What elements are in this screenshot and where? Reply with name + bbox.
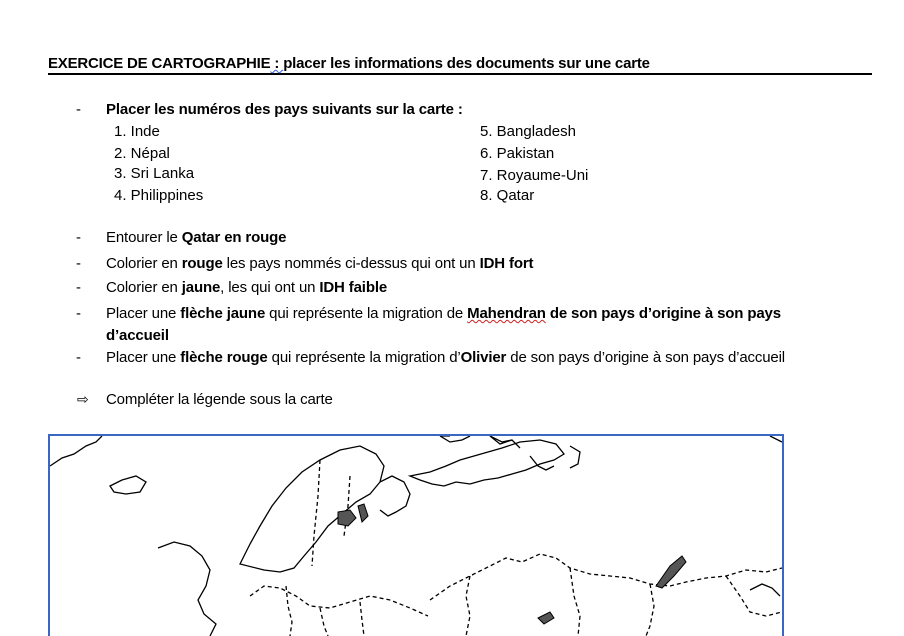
- coast-outline: [750, 584, 780, 596]
- instruction-bold: Qatar en rouge: [181, 229, 287, 246]
- border-line: [466, 568, 782, 636]
- bullet-dash: -: [76, 349, 81, 366]
- country-item: 3. Sri Lanka: [114, 165, 195, 182]
- instruction-bold: flèche jaune: [180, 305, 266, 322]
- coast-outline: [380, 476, 410, 516]
- country-item: 4. Philippines: [114, 187, 204, 204]
- country-item: 5. Bangladesh: [480, 123, 576, 140]
- border-line: [312, 460, 320, 566]
- border-line: [430, 554, 782, 600]
- instruction-text: les pays nommés ci-dessus qui ont un: [222, 255, 480, 272]
- instruction-text: Colorier en: [106, 279, 182, 296]
- land-shape: [338, 510, 356, 526]
- coast-outline: [440, 436, 512, 442]
- instruction-qatar: [106, 229, 286, 246]
- instruction-mahendran: [106, 305, 781, 322]
- map-outline: [50, 436, 782, 636]
- instruction-text: Entourer le: [106, 229, 182, 246]
- coast-outline: [50, 436, 102, 466]
- land-shape: [358, 504, 368, 522]
- world-map: [48, 434, 784, 636]
- bullet-dash: -: [76, 305, 81, 322]
- bullet-dash: -: [76, 229, 81, 246]
- instruction-bold: flèche rouge: [180, 349, 268, 366]
- instruction-text: Colorier en: [106, 255, 182, 272]
- country-item: 1. Inde: [114, 123, 160, 140]
- border-line: [250, 586, 428, 616]
- instruction-text: de son pays d’origine à son pays d’accueil: [506, 349, 785, 366]
- instruction-mahendran-cont: d’accueil: [106, 327, 169, 344]
- instruction-text: qui représente la migration d’: [267, 349, 461, 366]
- title-separator: :: [270, 55, 284, 72]
- title-main: EXERCICE DE CARTOGRAPHIE: [48, 55, 271, 72]
- instruction-bold: IDH faible: [319, 279, 388, 296]
- border-line: [286, 586, 364, 636]
- instruction-bold: IDH fort: [479, 255, 534, 272]
- coast-outline: [158, 542, 216, 636]
- bullet-dash: -: [76, 101, 81, 118]
- task-place-numbers: Placer les numéros des pays suivants sur la carte :: [106, 101, 463, 118]
- instruction-rouge: [106, 255, 533, 272]
- country-item: 2. Népal: [114, 145, 170, 162]
- instruction-bold: jaune: [181, 279, 221, 296]
- instruction-text: , les qui ont un: [220, 279, 320, 296]
- instruction-bold: rouge: [181, 255, 223, 272]
- bullet-dash: -: [76, 255, 81, 272]
- coast-outline: [530, 446, 580, 470]
- instruction-text: qui représente la migration de: [265, 305, 468, 322]
- coast-outline: [110, 476, 146, 494]
- bullet-dash: -: [76, 279, 81, 296]
- country-item: 8. Qatar: [480, 187, 535, 204]
- migrant-name: Mahendran: [467, 305, 546, 322]
- coast-outline: [410, 440, 564, 486]
- instruction-bold: de son pays d’origine à son pays: [545, 305, 781, 322]
- instruction-olivier: [106, 349, 785, 366]
- title-subtitle: placer les informations des documents sur une carte: [283, 55, 650, 72]
- land-shape: [538, 612, 554, 624]
- instruction-text: Placer une: [106, 305, 181, 322]
- country-item: 7. Royaume-Uni: [480, 167, 589, 184]
- instruction-jaune: [106, 279, 387, 296]
- arrow-bullet-icon: ⇨: [77, 391, 89, 407]
- instruction-legend: Compléter la légende sous la carte: [106, 391, 333, 408]
- migrant-name: Olivier: [460, 349, 507, 366]
- document-title: [48, 55, 872, 75]
- border-line: [344, 476, 350, 536]
- coast-outline: [770, 436, 782, 442]
- instruction-text: Placer une: [106, 349, 181, 366]
- land-shape: [656, 556, 686, 588]
- country-item: 6. Pakistan: [480, 145, 555, 162]
